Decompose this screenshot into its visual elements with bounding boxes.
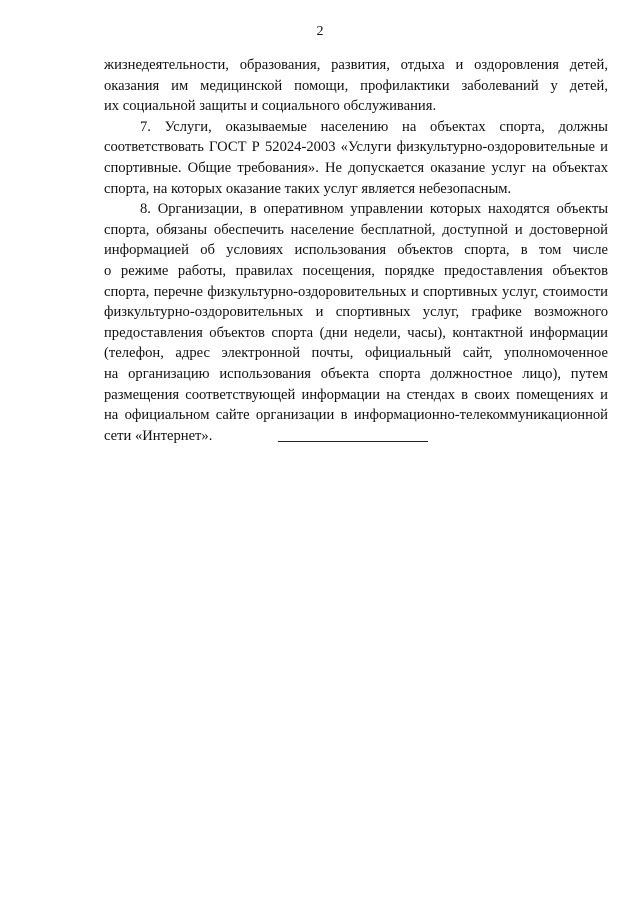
text-line: спорта, обязаны обеспечить население бесплатной, доступной и достоверной bbox=[104, 221, 608, 238]
text-line: спортивные. Общие требования». Не допускается оказание услуг на объектах bbox=[104, 159, 608, 176]
text-line: (телефон, адрес электронной почты, официальный сайт, уполномоченное bbox=[104, 345, 608, 362]
text-line: сети «Интернет». bbox=[104, 427, 213, 444]
text-line: оказания им медицинской помощи, профилактики заболеваний у детей, bbox=[104, 77, 608, 94]
paragraph-8 bbox=[104, 199, 608, 446]
text-line: 7. Услуги, оказываемые населению на объектах спорта, должны bbox=[140, 118, 608, 135]
text-line: о режиме работы, правилах посещения, порядке предоставления объектов bbox=[104, 262, 608, 279]
text-line: предоставления объектов спорта (дни недели, часы), контактной информации bbox=[104, 324, 608, 341]
text-line: размещения соответствующей информации на стендах в своих помещениях и bbox=[104, 386, 608, 403]
text-line: спорта, на которых оказание таких услуг является небезопасным. bbox=[104, 180, 512, 197]
text-line: на организацию использования объекта спорта должностное лицо), путем bbox=[104, 365, 608, 382]
document-body bbox=[104, 55, 608, 446]
end-separator-line bbox=[278, 441, 428, 442]
text-line: спорта, перечне физкультурно-оздоровительных и спортивных услуг, стоимости bbox=[104, 283, 608, 300]
text-line: 8. Организации, в оперативном управлении которых находятся объекты bbox=[140, 201, 608, 218]
text-line: соответствовать ГОСТ Р 52024-2003 «Услуги физкультурно-оздоровительные и bbox=[104, 139, 608, 156]
text-line: их социальной защиты и социального обслуживания. bbox=[104, 98, 437, 115]
text-line: физкультурно-оздоровительных и спортивных услуг, графике возможного bbox=[104, 304, 608, 321]
paragraph-1 bbox=[104, 55, 608, 117]
paragraph-7 bbox=[104, 117, 608, 199]
text-line: на официальном сайте организации в информационно-телекоммуникационной bbox=[104, 407, 608, 424]
page-number: 2 bbox=[316, 24, 324, 39]
text-line: жизнедеятельности, образования, развития, отдыха и оздоровления детей, bbox=[104, 57, 608, 73]
text-line: информацией об условиях использования объектов спорта, в том числе bbox=[104, 242, 608, 259]
